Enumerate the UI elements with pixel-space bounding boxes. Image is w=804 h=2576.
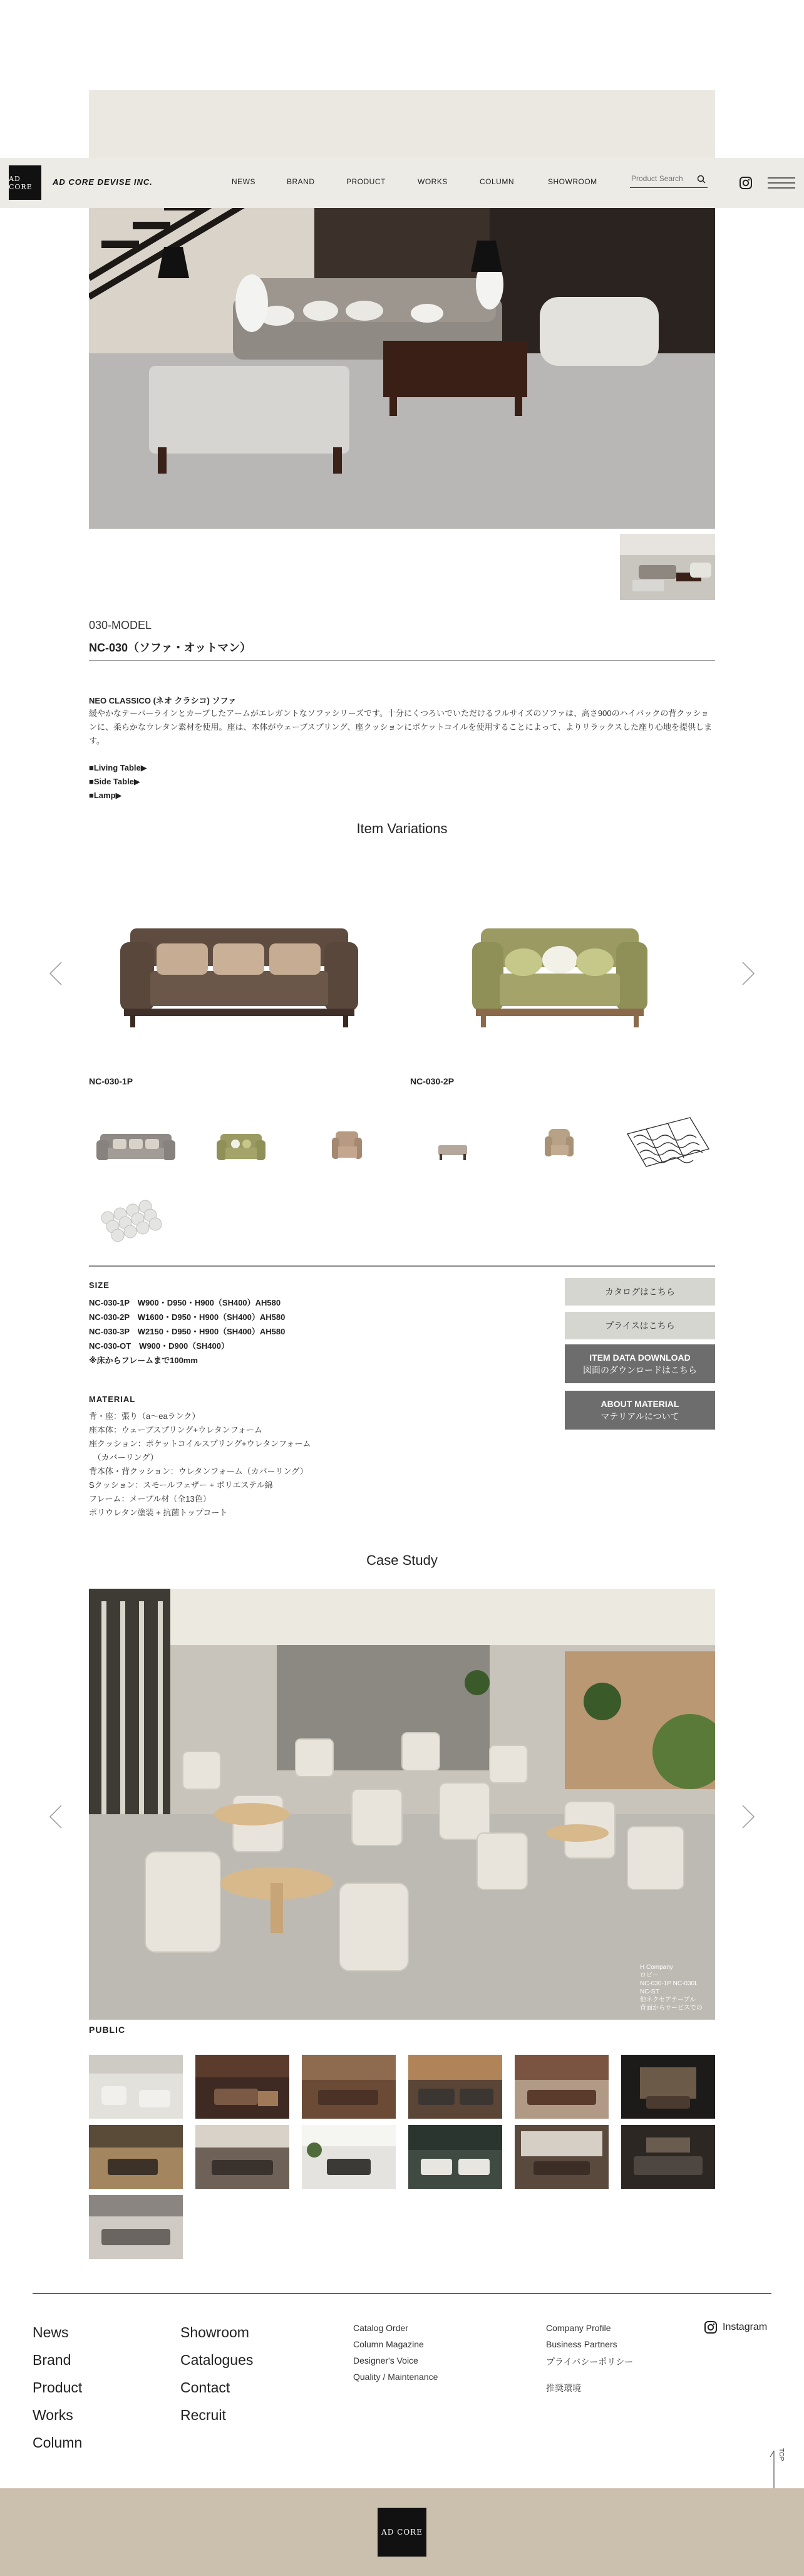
- size-heading: SIZE: [89, 1280, 110, 1290]
- material-row: 背本体・背クッション：ウレタンフォーム（カバーリング）: [89, 1467, 308, 1476]
- material-row: 座本体：ウェーブスプリング+ウレタンフォーム: [89, 1425, 262, 1435]
- price-button[interactable]: [565, 1312, 715, 1339]
- case-thumb-13[interactable]: [89, 2195, 183, 2259]
- footer-instagram-link[interactable]: [704, 2320, 767, 2334]
- case-thumb-9[interactable]: [302, 2125, 396, 2189]
- material-row: Sクッション：スモールフェザー + ポリエステル綿: [89, 1480, 273, 1490]
- variation-thumb-green-sofa[interactable]: [194, 1113, 288, 1175]
- variation-image-green-sofa[interactable]: [470, 916, 650, 1032]
- divider: [89, 1265, 715, 1267]
- footer-link-business-partners[interactable]: Business Partners: [546, 2339, 617, 2349]
- case-prev-arrow-icon[interactable]: [48, 1804, 64, 1829]
- footer-link-product[interactable]: Product: [33, 2379, 83, 2396]
- nav-brand[interactable]: BRAND: [287, 177, 315, 186]
- nav-product[interactable]: PRODUCT: [346, 177, 386, 186]
- price-button-label: プライスはこちら: [605, 1321, 675, 1331]
- variation-label-2p: NC-030-2P: [410, 1076, 455, 1086]
- search-input[interactable]: [631, 174, 694, 183]
- case-study-title: Case Study: [366, 1552, 438, 1568]
- case-thumb-3[interactable]: [302, 2055, 396, 2119]
- site-logo[interactable]: [9, 165, 41, 200]
- catalog-button-label: カタログはこちら: [605, 1287, 675, 1297]
- footer-link-quality-maintenance[interactable]: Quality / Maintenance: [353, 2372, 438, 2382]
- footer-logo-text: AD CORE: [381, 2528, 423, 2537]
- case-thumb-12[interactable]: [621, 2125, 715, 2189]
- instagram-icon: [704, 2320, 718, 2334]
- case-credit-line: NC-ST: [640, 1988, 659, 1995]
- nav-news[interactable]: NEWS: [232, 177, 255, 186]
- variation-thumb-ottoman[interactable]: [406, 1113, 500, 1175]
- footer-link-brand[interactable]: Brand: [33, 2352, 71, 2368]
- case-thumb-4[interactable]: [408, 2055, 502, 2119]
- case-credit-line: H Company: [640, 1964, 673, 1971]
- footer-link-company-profile[interactable]: Company Profile: [546, 2323, 611, 2333]
- case-credit-line: 背面からサービスでの: [640, 2005, 703, 2012]
- material-row: （カバーリング）: [89, 1453, 158, 1462]
- variation-thumb-spring-diagram[interactable]: [621, 1113, 715, 1175]
- footer-link-recommended-env[interactable]: 推奨環境: [546, 2383, 581, 2393]
- footer-link-privacy-policy[interactable]: プライバシーポリシー: [546, 2357, 634, 2367]
- product-description: 緩やかなテーパーラインとカーブしたアームがエレガントなソファシリーズです。十分にくつろいでいただけるフルサイズのソファは、高さ900のハイバックの背クッションに、柔らかなウレタン素材を使用。座は、本体がウェーブスプリング、座クッションにポケットコイルを使用することによって、よりリラックスした座り心地を提供します。: [89, 709, 713, 745]
- series-title: NEO CLASSICO (ネオ クラシコ) ソファ: [89, 696, 237, 705]
- case-credit: [640, 1963, 703, 2012]
- case-credit-line: 他ネクセアテーブル: [640, 1997, 696, 2003]
- footer-link-designers-voice[interactable]: Designer's Voice: [353, 2355, 418, 2366]
- material-row: ポリウレタン塗装 + 抗菌トップコート: [89, 1508, 228, 1517]
- variation-label-1p: NC-030-1P: [89, 1076, 133, 1086]
- site-header: [0, 158, 804, 208]
- model-code: 030-MODEL: [89, 619, 152, 631]
- footer-link-recruit[interactable]: Recruit: [180, 2407, 226, 2423]
- size-row: NC-030-1P W900・D950・H900（SH400）AH580: [89, 1298, 281, 1307]
- hero-image: [89, 90, 715, 529]
- footer-link-showroom[interactable]: Showroom: [180, 2324, 249, 2340]
- case-category: PUBLIC: [89, 2025, 126, 2035]
- footer-logo[interactable]: [378, 2508, 426, 2557]
- footer-divider: [33, 2293, 771, 2294]
- footer-link-contact[interactable]: Contact: [180, 2379, 230, 2396]
- link-lamp[interactable]: ■Lamp▶: [89, 791, 122, 800]
- size-row: NC-030-3P W2150・D950・H900（SH400）AH580: [89, 1327, 286, 1336]
- variations-next-arrow-icon[interactable]: [740, 961, 756, 986]
- case-thumb-8[interactable]: [195, 2125, 289, 2189]
- footer-link-column-magazine[interactable]: Column Magazine: [353, 2339, 424, 2349]
- nav-showroom[interactable]: SHOWROOM: [548, 177, 597, 186]
- variations-title: Item Variations: [356, 821, 448, 836]
- case-thumb-11[interactable]: [515, 2125, 609, 2189]
- variation-thumb-pocket-coil[interactable]: [89, 1188, 183, 1250]
- instagram-icon[interactable]: [739, 176, 753, 190]
- footer-link-catalog-order[interactable]: Catalog Order: [353, 2323, 408, 2333]
- case-thumb-7[interactable]: [89, 2125, 183, 2189]
- divider: [89, 660, 715, 661]
- product-search: [630, 170, 708, 188]
- case-thumb-5[interactable]: [515, 2055, 609, 2119]
- nav-column[interactable]: COLUMN: [480, 177, 515, 186]
- size-list: [89, 1296, 285, 1368]
- menu-hamburger-icon[interactable]: [768, 175, 795, 190]
- about-material-button[interactable]: [565, 1391, 715, 1430]
- nav-works[interactable]: WORKS: [418, 177, 448, 186]
- footer-link-column[interactable]: Column: [33, 2434, 83, 2451]
- material-heading: MATERIAL: [89, 1394, 136, 1404]
- size-row: NC-030-OT W900・D900（SH400）: [89, 1341, 229, 1351]
- about-material-sublabel: マテリアルについて: [600, 1411, 679, 1421]
- case-thumb-6[interactable]: [621, 2055, 715, 2119]
- instagram-label: Instagram: [723, 2322, 768, 2332]
- footer-link-news[interactable]: News: [33, 2324, 69, 2340]
- variation-thumb-grey-sofa[interactable]: [89, 1113, 183, 1175]
- variation-thumb-armchair[interactable]: [299, 1113, 393, 1175]
- hero-thumbnail[interactable]: [620, 534, 715, 600]
- catalog-button[interactable]: [565, 1278, 715, 1306]
- company-name[interactable]: AD CORE DEVISE INC.: [53, 177, 153, 187]
- about-material-label: ABOUT MATERIAL: [600, 1399, 679, 1409]
- item-data-download-label: ITEM DATA DOWNLOAD: [589, 1353, 691, 1363]
- case-credit-line: NC-030-1P NC-030L: [640, 1980, 698, 1987]
- case-next-arrow-icon[interactable]: [740, 1804, 756, 1829]
- case-credit-line: ロビー: [640, 1972, 659, 1979]
- material-row: 座クッション：ポケットコイルスプリング+ウレタンフォーム: [89, 1439, 311, 1448]
- item-data-download-button[interactable]: [565, 1344, 715, 1383]
- site-logo-text: AD CORE: [9, 174, 33, 191]
- model-name: NC-030（ソファ・オットマン）: [89, 641, 252, 654]
- case-thumb-10[interactable]: [408, 2125, 502, 2189]
- size-note: ※床からフレームまで100mm: [89, 1356, 198, 1365]
- case-thumb-2[interactable]: [195, 2055, 289, 2119]
- link-side-table[interactable]: ■Side Table▶: [89, 777, 140, 786]
- link-living-table[interactable]: ■Living Table▶: [89, 763, 147, 772]
- item-data-download-sublabel: 図面のダウンロードはこちら: [583, 1365, 697, 1375]
- material-list: [89, 1410, 311, 1520]
- variation-image-brown-sofa[interactable]: [118, 916, 361, 1032]
- material-row: 背・座：張り（a〜eaランク）: [89, 1411, 200, 1421]
- case-study-photo: [89, 1589, 715, 2020]
- search-icon[interactable]: [696, 174, 706, 184]
- footer-link-works[interactable]: Works: [33, 2407, 73, 2423]
- material-row: フレーム：メープル材（全13色）: [89, 1494, 211, 1504]
- variations-prev-arrow-icon[interactable]: [48, 961, 64, 986]
- top-label: TOP: [778, 2448, 785, 2461]
- footer-link-catalogues[interactable]: Catalogues: [180, 2352, 254, 2368]
- variation-thumb-chair[interactable]: [512, 1113, 606, 1175]
- case-thumb-1[interactable]: [89, 2055, 183, 2119]
- size-row: NC-030-2P W1600・D950・H900（SH400）AH580: [89, 1312, 286, 1322]
